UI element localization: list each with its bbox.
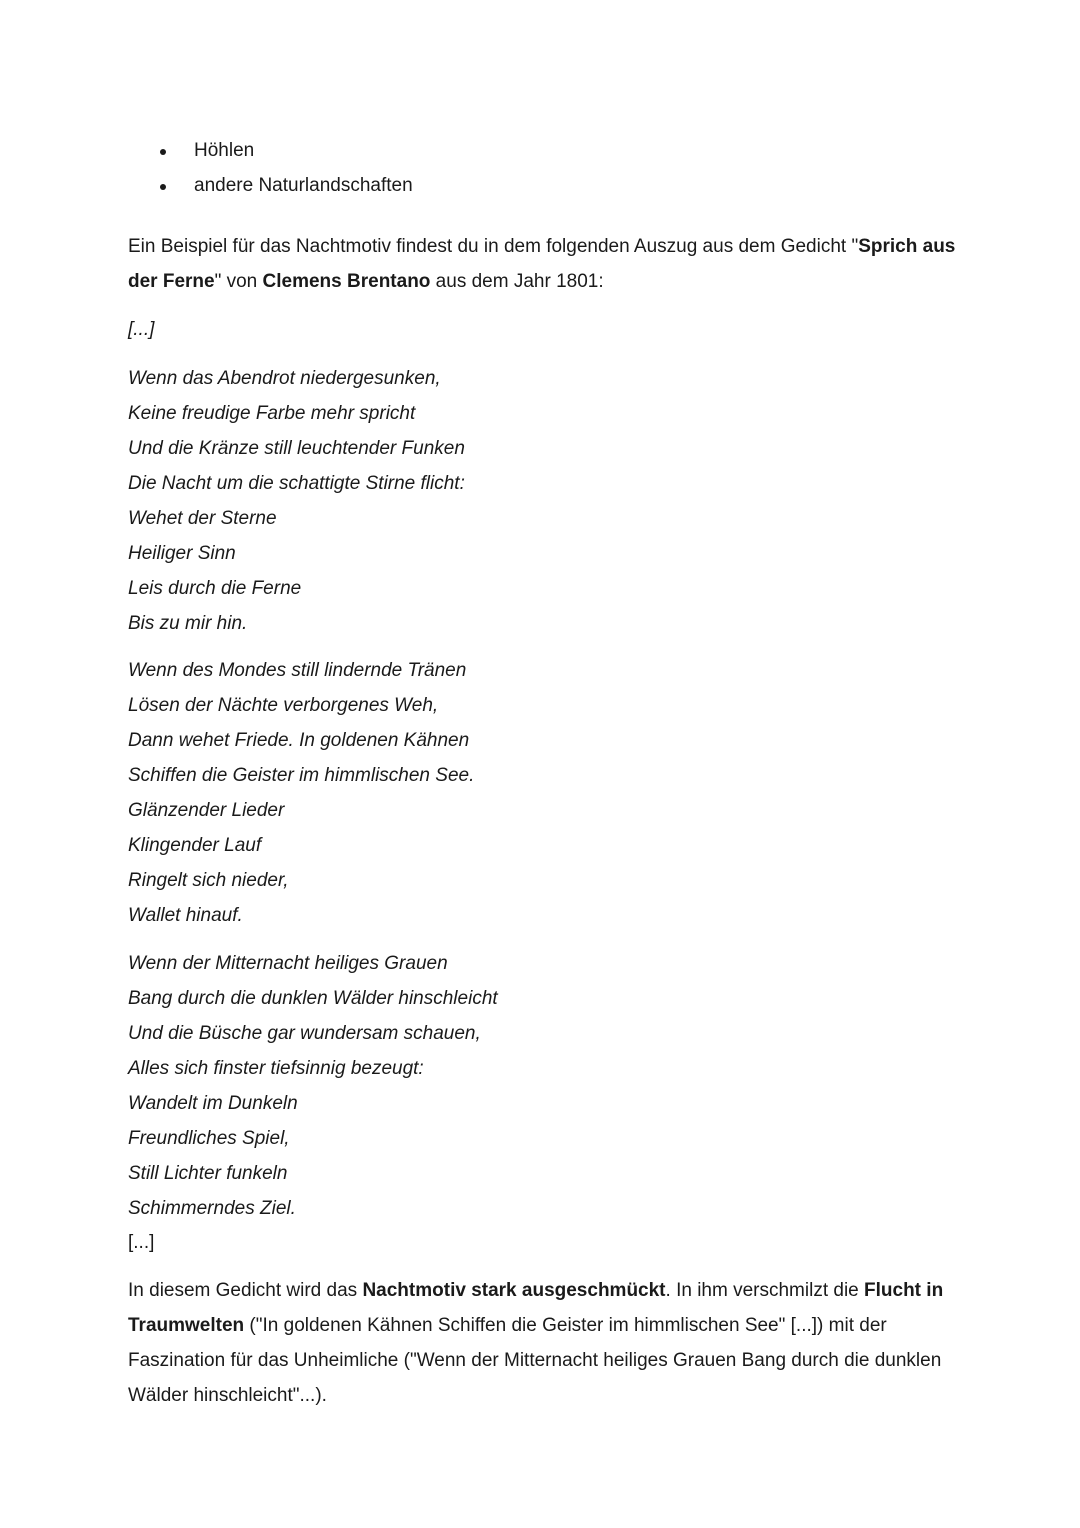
poem-line: Wallet hinauf.	[128, 905, 243, 926]
analysis-text: In diesem Gedicht wird das	[128, 1280, 363, 1301]
analysis-text: . In ihm verschmilzt die	[665, 1280, 865, 1301]
poem-line: Bang durch die dunklen Wälder hinschleicht	[128, 988, 498, 1009]
analysis-paragraph	[128, 1273, 958, 1413]
poem-line: Keine freudige Farbe mehr spricht	[128, 403, 416, 424]
poem-line: Schimmerndes Ziel.	[128, 1198, 296, 1219]
poem-stanza-3	[128, 946, 498, 1226]
intro-text: " von	[214, 271, 263, 292]
poem-line: Leis durch die Ferne	[128, 578, 302, 599]
poem-line: Glänzender Lieder	[128, 800, 285, 821]
analysis-text: ("In goldenen Kähnen Schiffen die Geister im himmlischen See" [...]) mit der Faszination für das Unheimliche ("Wenn der Mitternacht heiliges Grauen Bang durch die dunklen Wälder hinschleicht"...).	[128, 1315, 942, 1406]
poem-line: Lösen der Nächte verborgenes Weh,	[128, 695, 439, 716]
poem-stanza-1	[128, 361, 465, 641]
bullet-item	[160, 137, 413, 172]
poem-line: Wandelt im Dunkeln	[128, 1093, 298, 1114]
poem-title: Sprich aus der Ferne	[128, 236, 956, 292]
poem-line: Heiliger Sinn	[128, 543, 236, 564]
poem-author: Clemens Brentano	[262, 271, 431, 292]
poem-line: Freundliches Spiel,	[128, 1128, 290, 1149]
poem-line: Wehet der Sterne	[128, 508, 277, 529]
omission-bracket-open: [...]	[128, 319, 155, 340]
intro-paragraph	[128, 229, 958, 299]
poem-line: Die Nacht um die schattigte Stirne flicht:	[128, 473, 465, 494]
poem-line: Bis zu mir hin.	[128, 613, 248, 634]
bullet-item	[160, 172, 413, 207]
poem-line: Still Lichter funkeln	[128, 1163, 288, 1184]
poem-line: Schiffen die Geister im himmlischen See.	[128, 765, 475, 786]
poem-line: Ringelt sich nieder,	[128, 870, 289, 891]
intro-text: aus dem Jahr 1801:	[430, 271, 604, 292]
poem-line: Und die Büsche gar wundersam schauen,	[128, 1023, 481, 1044]
analysis-emphasis: Flucht in Traumwelten	[128, 1280, 944, 1336]
bullet-dot-icon	[160, 184, 166, 190]
poem-line: Klingender Lauf	[128, 835, 262, 856]
bullet-text: andere Naturlandschaften	[194, 175, 413, 196]
bullet-dot-icon	[160, 149, 166, 155]
poem-line: Wenn der Mitternacht heiliges Grauen	[128, 953, 448, 974]
poem-line: Wenn des Mondes still lindernde Tränen	[128, 660, 467, 681]
poem-line: Wenn das Abendrot niedergesunken,	[128, 368, 441, 389]
poem-line: Und die Kränze still leuchtender Funken	[128, 438, 465, 459]
intro-text: Ein Beispiel für das Nachtmotiv findest du in dem folgenden Auszug aus dem Gedicht "	[128, 236, 859, 257]
bullet-list	[160, 137, 413, 207]
bullet-text: Höhlen	[194, 140, 255, 161]
analysis-emphasis: Nachtmotiv stark ausgeschmückt	[362, 1280, 666, 1301]
poem-line: Alles sich finster tiefsinnig bezeugt:	[128, 1058, 424, 1079]
omission-bracket-close: [...]	[128, 1232, 155, 1253]
poem-stanza-2	[128, 653, 474, 933]
poem-line: Dann wehet Friede. In goldenen Kähnen	[128, 730, 470, 751]
